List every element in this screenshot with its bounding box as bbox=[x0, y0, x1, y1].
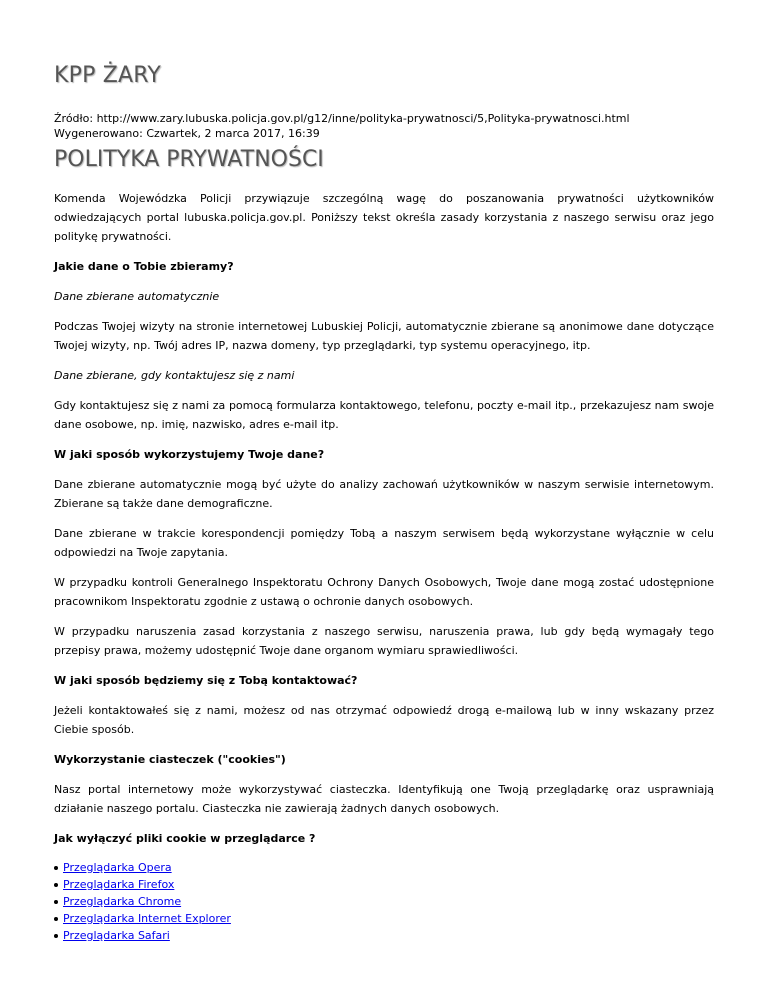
link-opera[interactable]: Przeglądarka Opera bbox=[63, 861, 172, 874]
bullet-icon bbox=[54, 934, 58, 938]
list-item bbox=[54, 910, 714, 927]
bullet-icon bbox=[54, 883, 58, 887]
paragraph-contact: Jeżeli kontaktowałeś się z nami, możesz od nas otrzymać odpowiedź drogą e-mailową lub w inny wskazany przez Ciebie sposób. bbox=[54, 704, 714, 736]
question-heading-data-usage: W jaki sposób wykorzystujemy Twoje dane? bbox=[54, 448, 325, 461]
paragraph-cookies: Nasz portal internetowy może wykorzystywać ciasteczka. Identyfikują one Twoją przeglądarkę oraz usprawniają działanie naszego portalu. Ciasteczka nie zawierają żadnych danych osobowych. bbox=[54, 783, 714, 815]
generated-line: Wygenerowano: Czwartek, 2 marca 2017, 16:39 bbox=[54, 127, 320, 140]
question-heading-cookies: Wykorzystanie ciasteczek ("cookies") bbox=[54, 753, 286, 766]
list-item bbox=[54, 859, 714, 876]
list-item bbox=[54, 893, 714, 910]
paragraph-automatic-data: Podczas Twojej wizyty na stronie internetowej Lubuskiej Policji, automatycznie zbierane są anonimowe dane dotyczące Twojej wizyty, np. Twój adres IP, nazwa domeny, typ przeglądarki, typ systemu operacyjnego, itp. bbox=[54, 320, 714, 352]
site-title: KPP ŻARY bbox=[54, 63, 161, 88]
subheading-contact-data: Dane zbierane, gdy kontaktujesz się z nami bbox=[54, 369, 295, 382]
page-title: POLITYKA PRYWATNOŚCI bbox=[54, 147, 324, 172]
browser-list bbox=[54, 859, 714, 944]
bullet-icon bbox=[54, 917, 58, 921]
question-heading-disable-cookies: Jak wyłączyć pliki cookie w przeglądarce ? bbox=[54, 832, 316, 845]
paragraph-usage-justice: W przypadku naruszenia zasad korzystania z naszego serwisu, naruszenia prawa, lub gdy będą wymagały tego przepisy prawa, możemy udostępnić Twoje dane organom wymiaru sprawiedliwości. bbox=[54, 625, 714, 657]
link-safari[interactable]: Przeglądarka Safari bbox=[63, 929, 170, 942]
question-heading-data-collected: Jakie dane o Tobie zbieramy? bbox=[54, 260, 234, 273]
document-meta bbox=[54, 111, 630, 141]
article-body bbox=[54, 183, 714, 944]
bullet-icon bbox=[54, 900, 58, 904]
list-item bbox=[54, 927, 714, 944]
source-line: Źródło: http://www.zary.lubuska.policja.gov.pl/g12/inne/polityka-prywatnosci/5,Polityka-prywatnosci.html bbox=[54, 112, 630, 125]
link-firefox[interactable]: Przeglądarka Firefox bbox=[63, 878, 175, 891]
paragraph-usage-giodo: W przypadku kontroli Generalnego Inspektoratu Ochrony Danych Osobowych, Twoje dane mogą zostać udostępnione pracownikom Inspektoratu zgodnie z ustawą o ochronie danych osobowych. bbox=[54, 576, 714, 608]
bullet-icon bbox=[54, 866, 58, 870]
paragraph-usage-analysis: Dane zbierane automatycznie mogą być użyte do analizy zachowań użytkowników w naszym serwisie internetowym. Zbierane są także dane demograficzne. bbox=[54, 478, 714, 510]
list-item bbox=[54, 876, 714, 893]
intro-paragraph: Komenda Wojewódzka Policji przywiązuje szczególną wagę do poszanowania prywatności użytkowników odwiedzających portal lubuska.policja.gov.pl. Poniższy tekst określa zasady korzystania z naszego serwisu oraz jego politykę prywatności. bbox=[54, 192, 714, 243]
link-chrome[interactable]: Przeglądarka Chrome bbox=[63, 895, 182, 908]
question-heading-contact: W jaki sposób będziemy się z Tobą kontaktować? bbox=[54, 674, 358, 687]
link-internet-explorer[interactable]: Przeglądarka Internet Explorer bbox=[63, 912, 231, 925]
paragraph-contact-data: Gdy kontaktujesz się z nami za pomocą formularza kontaktowego, telefonu, poczty e-mail itp., przekazujesz nam swoje dane osobowe, np. imię, nazwisko, adres e-mail itp. bbox=[54, 399, 714, 431]
subheading-automatic-data: Dane zbierane automatycznie bbox=[54, 290, 220, 303]
paragraph-usage-correspondence: Dane zbierane w trakcie korespondencji pomiędzy Tobą a naszym serwisem będą wykorzystane wyłącznie w celu odpowiedzi na Twoje zapytania. bbox=[54, 527, 714, 559]
